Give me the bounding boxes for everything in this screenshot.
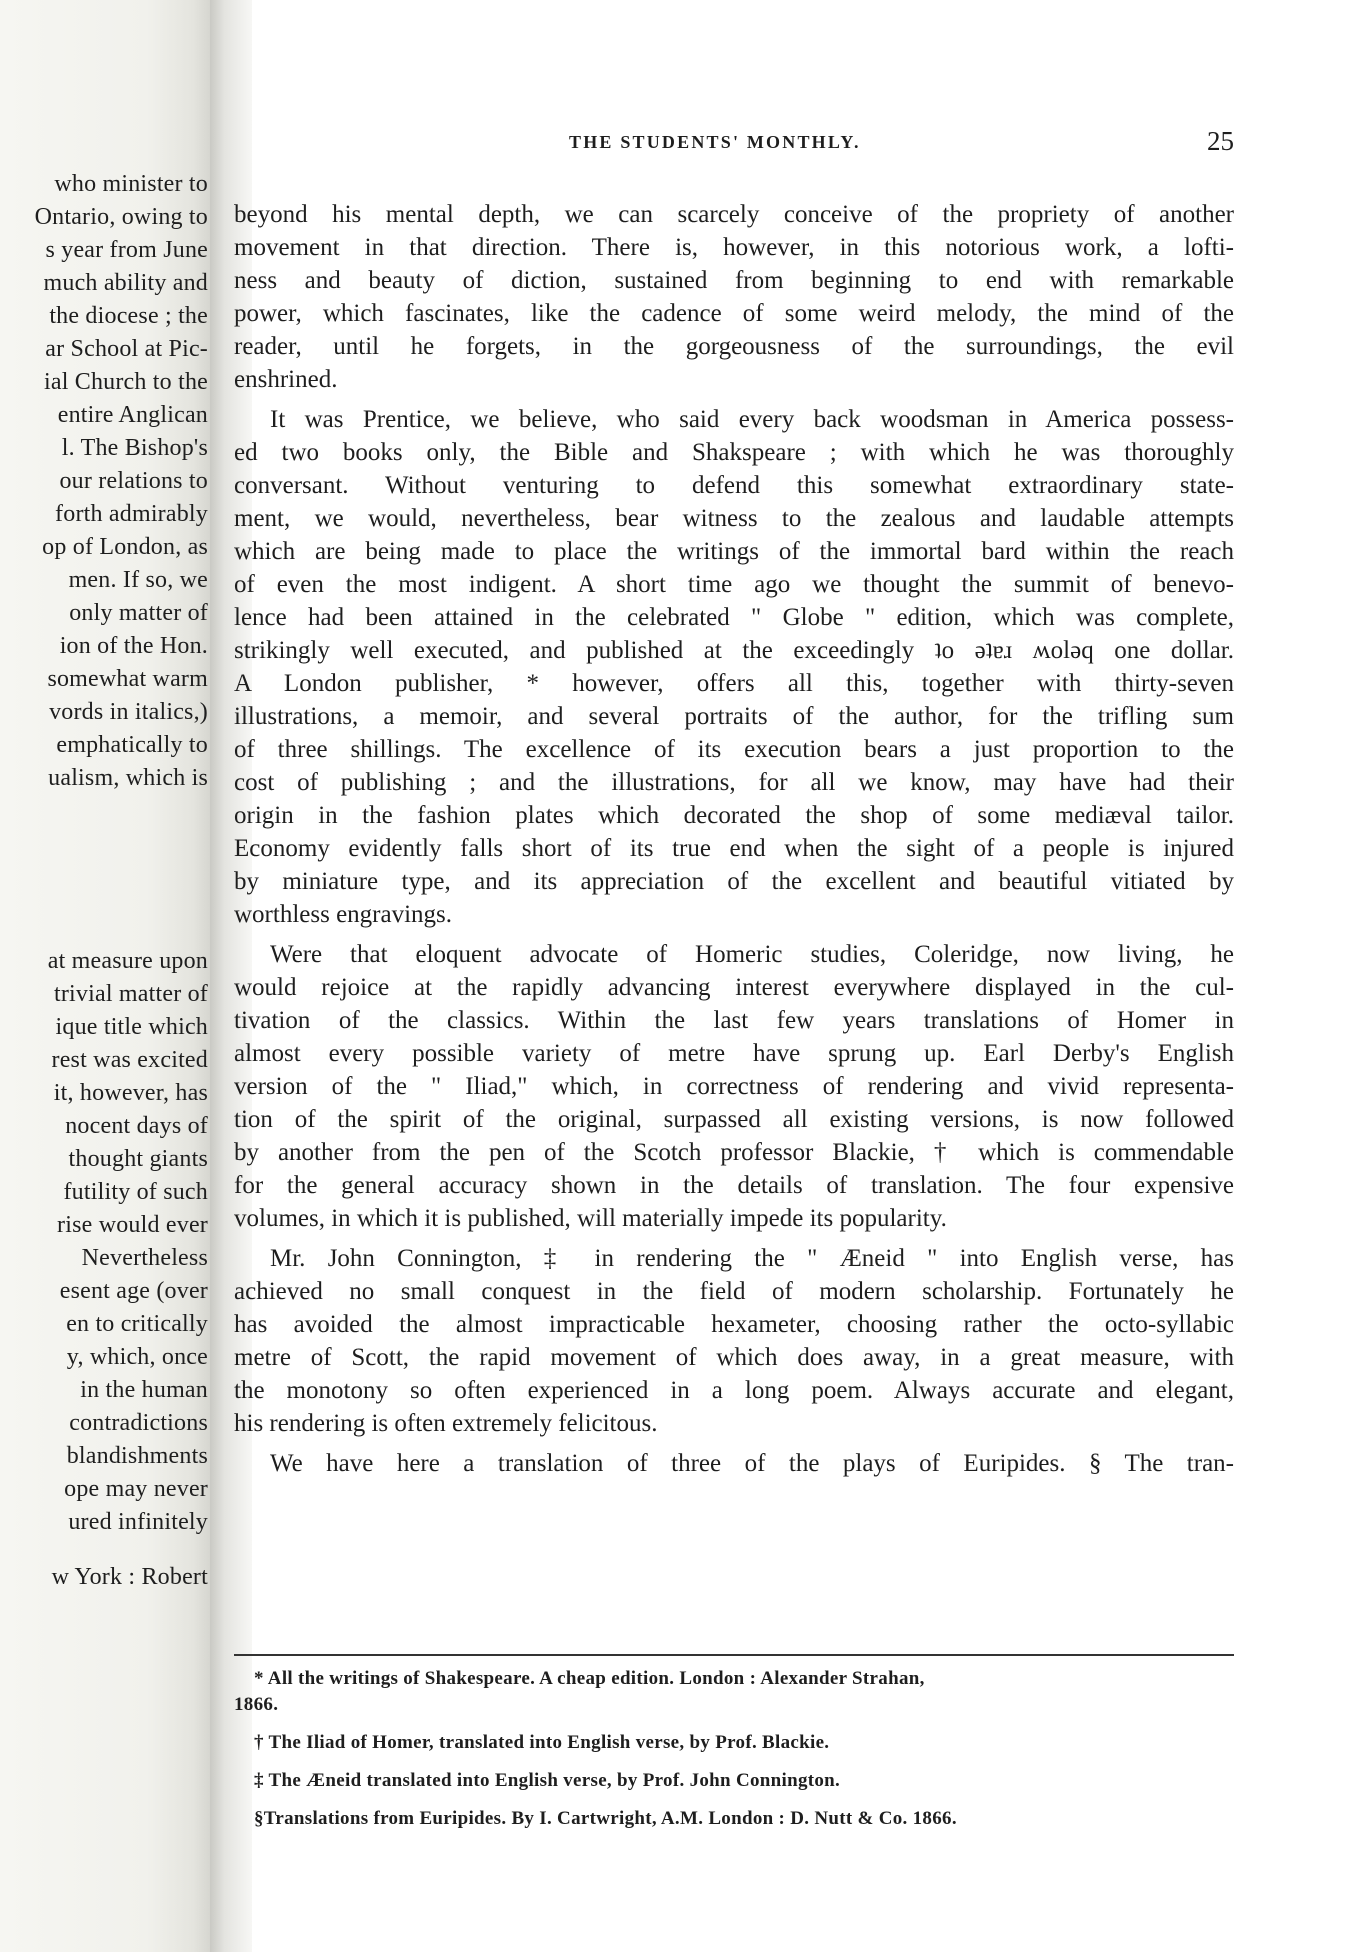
text-line: strikingly well executed, and published at the exceedingly ʇo ǝʇɐɹ ʍolǝq one dollar. <box>234 637 1234 664</box>
text-line: lence had been attained in the celebrated " Globe " edition, which was complete, <box>234 604 1234 631</box>
text-line: of three shillings. The excellence of its execution bears a just proportion to the <box>234 736 1234 763</box>
text-line: almost every possible variety of metre have sprung up. Earl Derby's English <box>234 1040 1234 1067</box>
paragraph <box>234 1242 1234 1440</box>
facing-page-line: thought giants <box>68 1146 208 1172</box>
footnote-line: §Translations from Euripides. By I. Cartwright, A.M. London : D. Nutt & Co. 1866. <box>254 1808 957 1829</box>
facing-page-column-top <box>35 168 208 795</box>
text-line: which are being made to place the writings of the immortal bard within the reach <box>234 538 1234 565</box>
footnote-line: ‡ The Æneid translated into English verse, by Prof. John Connington. <box>254 1770 841 1791</box>
text-line: Were that eloquent advocate of Homeric studies, Coleridge, now living, he <box>270 941 1234 968</box>
text-line: version of the " Iliad," which, in correctness of rendering and vivid representa- <box>234 1073 1234 1100</box>
text-line: tivation of the classics. Within the last few years translations of Homer in <box>234 1007 1234 1034</box>
facing-page-line: y, which, once <box>66 1344 208 1370</box>
facing-page-line: esent age (over <box>59 1278 208 1304</box>
text-line: ment, we would, nevertheless, bear witness to the zealous and laudable attempts <box>234 505 1234 532</box>
paragraph <box>234 1447 1234 1480</box>
footnote-line: * All the writings of Shakespeare. A cheap edition. London : Alexander Strahan, <box>254 1668 925 1689</box>
text-line: for the general accuracy shown in the details of translation. The four expensive <box>234 1172 1234 1199</box>
facing-page-line: Nevertheless <box>81 1245 208 1271</box>
footnote <box>234 1666 1234 1718</box>
facing-page-footer: w York : Robert <box>51 1564 208 1590</box>
facing-page-line: somewhat warm <box>47 666 208 692</box>
facing-page-line: ial Church to the <box>43 369 208 395</box>
facing-page-line: at measure upon <box>47 948 208 974</box>
facing-page-line: ar School at Pic- <box>45 336 208 362</box>
text-line: Economy evidently falls short of its true end when the sight of a people is injured <box>234 835 1234 862</box>
facing-page-line: contradictions <box>69 1410 208 1436</box>
text-line: A London publisher, * however, offers all this, together with thirty-seven <box>234 670 1234 697</box>
facing-page-line: vords in italics,) <box>49 699 208 725</box>
facing-page-column-bottom <box>35 945 208 1539</box>
paragraph <box>234 938 1234 1235</box>
facing-page-line: the diocese ; the <box>49 303 208 329</box>
text-line: metre of Scott, the rapid movement of which does away, in a great measure, with <box>234 1344 1234 1371</box>
footnotes <box>234 1666 1234 1832</box>
footnote-line: † The Iliad of Homer, translated into English verse, by Prof. Blackie. <box>254 1732 830 1753</box>
text-line: movement in that direction. There is, however, in this notorious work, a lofti- <box>234 234 1234 261</box>
facing-page-line: ique title which <box>55 1014 208 1040</box>
footnote <box>234 1806 1234 1832</box>
page-number: 25 <box>1207 126 1234 156</box>
facing-page-line: much ability and <box>43 270 208 296</box>
facing-page-line: en to critically <box>66 1311 208 1337</box>
facing-page-line: emphatically to <box>56 732 208 758</box>
facing-page-line: it, however, has <box>53 1080 208 1106</box>
text-line: by another from the pen of the Scotch professor Blackie, † which is commendable <box>234 1139 1234 1166</box>
text-line: reader, until he forgets, in the gorgeousness of the surroundings, the evil <box>234 333 1234 360</box>
footnote-rule <box>234 1654 1234 1656</box>
facing-page-line: Ontario, owing to <box>34 204 208 230</box>
text-line: conversant. Without venturing to defend this somewhat extraordinary state- <box>234 472 1234 499</box>
facing-page-line: only matter of <box>69 600 208 626</box>
facing-page-line: ured infinitely <box>68 1509 208 1535</box>
facing-page-line: men. If so, we <box>68 567 208 593</box>
text-line: ness and beauty of diction, sustained from beginning to end with remarkable <box>234 267 1234 294</box>
text-line: cost of publishing ; and the illustrations, for all we know, may have had their <box>234 769 1234 796</box>
facing-page-line: forth admirably <box>55 501 208 527</box>
facing-page-line: in the human <box>80 1377 208 1403</box>
text-line: of even the most indigent. A short time ago we thought the summit of benevo- <box>234 571 1234 598</box>
facing-page-line: ope may never <box>64 1476 208 1502</box>
text-line: his rendering is often extremely felicitous. <box>234 1410 658 1437</box>
facing-page-line: rise would ever <box>57 1212 208 1238</box>
paragraph <box>234 403 1234 931</box>
text-line: tion of the spirit of the original, surpassed all existing versions, is now followed <box>234 1106 1234 1133</box>
text-line: Mr. John Connington, ‡ in rendering the " Æneid " into English verse, has <box>270 1245 1234 1272</box>
text-line: the monotony so often experienced in a long poem. Always accurate and elegant, <box>234 1377 1234 1404</box>
body-text <box>234 198 1234 1480</box>
text-line: worthless engravings. <box>234 901 453 928</box>
text-line: We have here a translation of three of the plays of Euripides. § The tran- <box>270 1450 1234 1477</box>
facing-page-line: who minister to <box>54 171 208 197</box>
text-line: illustrations, a memoir, and several portraits of the author, for the trifling sum <box>234 703 1234 730</box>
footnote <box>234 1730 1234 1756</box>
text-line: volumes, in which it is published, will materially impede its popularity. <box>234 1205 947 1232</box>
facing-page-line: ualism, which is <box>48 765 208 791</box>
facing-page-text <box>35 168 208 1594</box>
facing-page-line: blandishments <box>66 1443 208 1469</box>
facing-page-line: futility of such <box>63 1179 208 1205</box>
facing-page-line: nocent days of <box>65 1113 208 1139</box>
book-page <box>234 0 1244 1952</box>
footnote-line: 1866. <box>234 1694 279 1715</box>
text-line: has avoided the almost impracticable hexameter, choosing rather the octo-syllabic <box>234 1311 1234 1338</box>
facing-page-line: entire Anglican <box>57 402 208 428</box>
text-line: enshrined. <box>234 366 338 393</box>
facing-page-line: op of London, as <box>42 534 208 560</box>
running-title: THE STUDENTS' MONTHLY. <box>569 132 861 152</box>
text-line: achieved no small conquest in the field of modern scholarship. Fortunately he <box>234 1278 1234 1305</box>
text-line: power, which fascinates, like the cadence of some weird melody, the mind of the <box>234 300 1234 327</box>
facing-page-line: s year from June <box>45 237 208 263</box>
text-line: origin in the fashion plates which decorated the shop of some mediæval tailor. <box>234 802 1234 829</box>
facing-page-fragment <box>0 0 210 1952</box>
running-head <box>234 126 1234 172</box>
facing-page-line: our relations to <box>59 468 208 494</box>
text-line: beyond his mental depth, we can scarcely conceive of the propriety of another <box>234 201 1234 228</box>
text-line: It was Prentice, we believe, who said every back woodsman in America possess- <box>270 406 1234 433</box>
paragraph <box>234 198 1234 396</box>
facing-page-line: l. The Bishop's <box>61 435 208 461</box>
facing-page-line: ion of the Hon. <box>59 633 208 659</box>
facing-page-line: rest was excited <box>51 1047 208 1073</box>
text-line: would rejoice at the rapidly advancing interest everywhere displayed in the cul- <box>234 974 1234 1001</box>
text-line: ed two books only, the Bible and Shakspeare ; with which he was thoroughly <box>234 439 1234 466</box>
text-line: by miniature type, and its appreciation of the excellent and beautiful vitiated by <box>234 868 1234 895</box>
footnote <box>234 1768 1234 1794</box>
facing-page-line: trivial matter of <box>53 981 208 1007</box>
